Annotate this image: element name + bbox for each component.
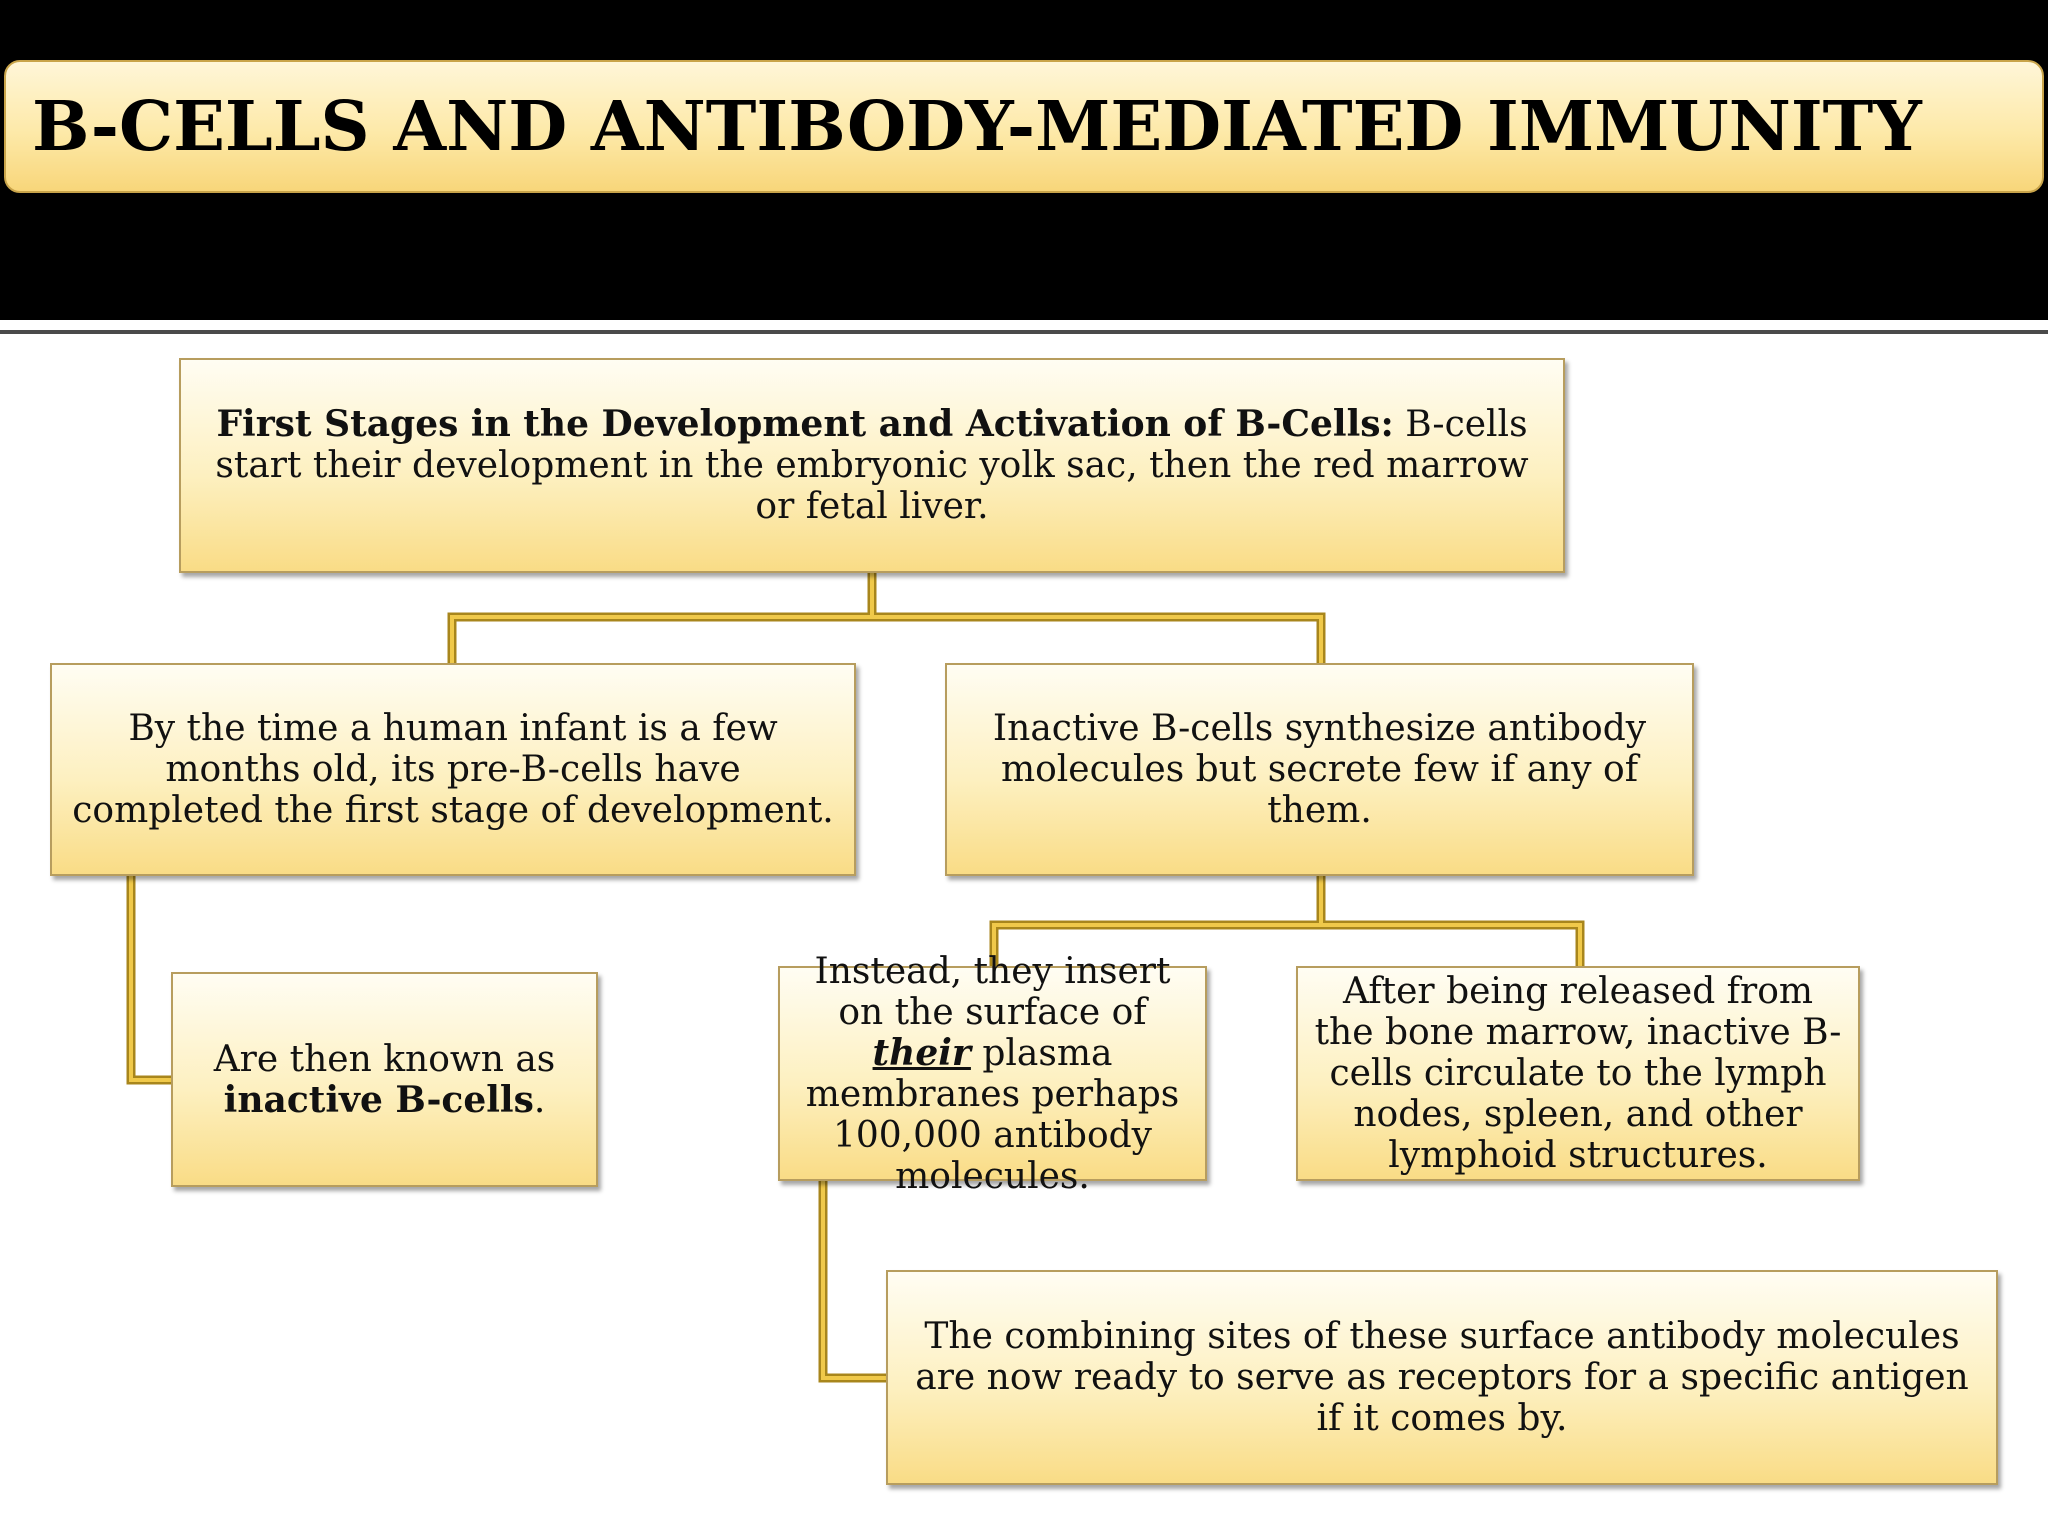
node-inactive-prefix: Are then known as — [213, 1038, 556, 1080]
node-insert-surface — [778, 950, 1207, 1197]
connector-synthesize-to-circulate — [1321, 925, 1580, 966]
node-pre-b-cells — [50, 663, 856, 876]
slide-title: B-CELLS AND ANTIBODY-MEDIATED IMMUNITY — [32, 86, 1922, 167]
node-pre-b-cells-text: By the time a human infant is a few months old, its pre-B-cells have completed the first stage of development. — [72, 708, 834, 831]
node-root-body: B-cells start their development in the embryonic yolk sac, then the red marrow or fetal liver. — [215, 404, 1529, 527]
node-receptors-text: The combining sites of these surface antibody molecules are now ready to serve as receptors for a specific antigen if it comes by. — [915, 1316, 1969, 1439]
node-inactive-b-cells — [171, 972, 598, 1187]
node-root-heading: First Stages in the Development and Activation of B-Cells: — [216, 403, 1394, 445]
node-circulate — [1296, 966, 1860, 1181]
node-insert-after: plasma membranes perhaps 100,000 antibody molecules. — [805, 1032, 1180, 1197]
node-synthesize — [945, 663, 1694, 876]
node-insert-before: Instead, they insert on the surface of — [814, 950, 1171, 1033]
node-inactive-suffix: . — [533, 1079, 546, 1121]
node-insert-emphasis: their — [872, 1031, 971, 1074]
node-circulate-text: After being released from the bone marrow, inactive B-cells circulate to the lymph nodes, spleen, and other lymphoid structures. — [1314, 971, 1842, 1176]
connector-insert-to-receptors — [823, 1181, 886, 1378]
connector-pre-b-cells-to-inactive — [131, 875, 171, 1080]
node-insert-surface-text — [788, 951, 1197, 1197]
node-root-text — [197, 404, 1547, 527]
connector-root-to-synthesize — [872, 617, 1321, 663]
node-synthesize-text: Inactive B-cells synthesize antibody molecules but secrete few if any of them. — [992, 708, 1647, 831]
node-inactive-b-cells-text — [214, 1039, 556, 1121]
node-receptors — [886, 1270, 1998, 1485]
node-root — [179, 358, 1565, 573]
node-inactive-emphasis: inactive B-cells — [223, 1078, 534, 1121]
